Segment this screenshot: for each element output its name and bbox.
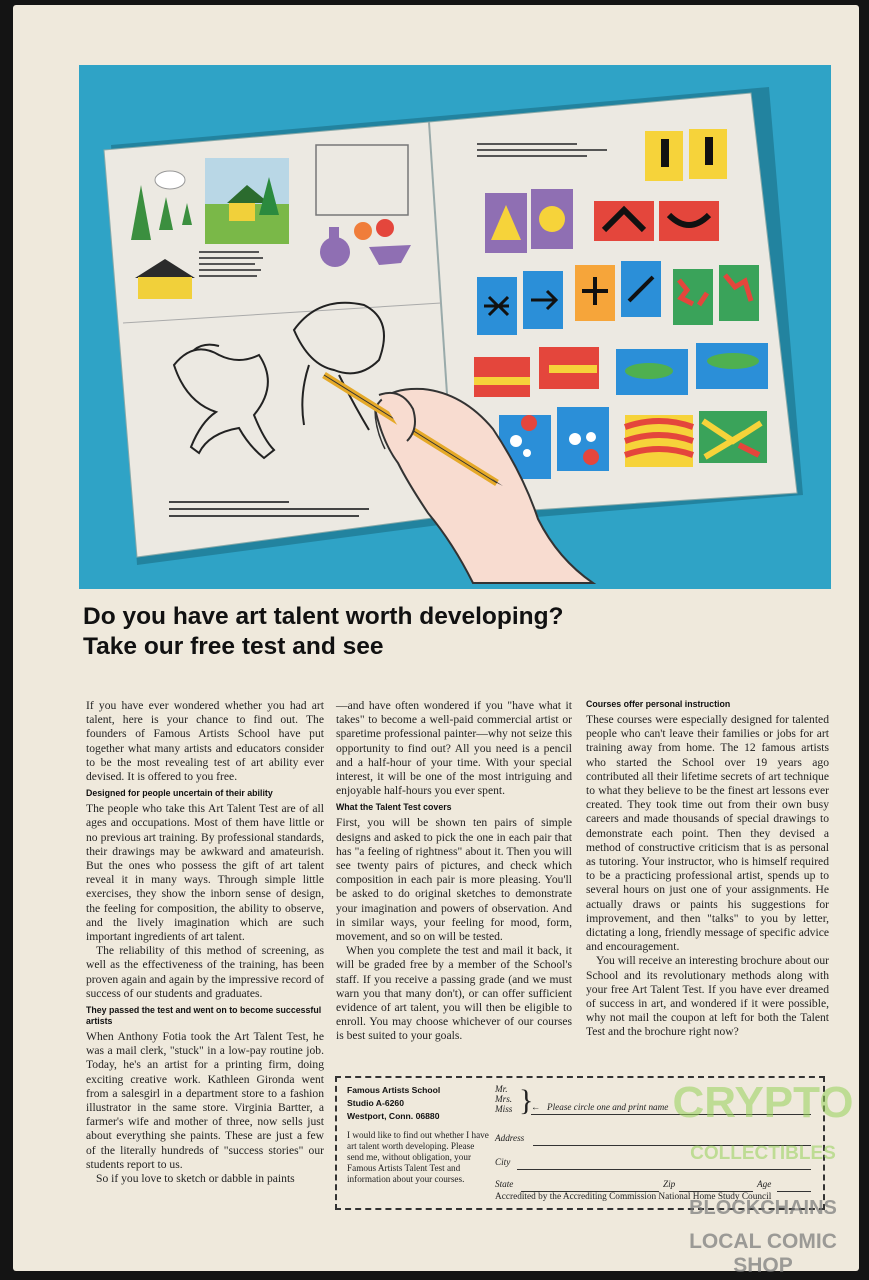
subheading: Courses offer personal instruction [586,699,731,709]
studio-code: Studio A-6260 [347,1098,404,1108]
paragraph: If you have ever wondered whether you had art talent, here is your chance to find out. The founders of Famous Artists School have put together what many artists and educators consider to be the most revealing test of art ability ever devised. It is offered to you free. [86,699,324,784]
headline-line-1: Do you have art talent worth developing? [83,603,564,630]
watermark-line-2: COLLECTIBLES [690,1143,836,1164]
text-column-3 [586,699,829,1040]
headline [83,602,564,662]
subheading: Designed for people uncertain of their ability [86,788,273,799]
shop-watermark [658,1070,868,1275]
paragraph: These courses were especially designed for talented people who can't leave their families or jobs for art training away from home. The 12 famous artists who started the School over 19 years ago contributed all their lifetime secrets of art technique to what they believe to be the finest art lessons ever created. They took time out from their own busy careers and made thousands of special drawings to demonstrate each point. Then they devised a method of constructive criticism that is as personal as tutoring. Your instructor, who is himself required to be a practicing professional artist, spends up to several hours on just one of your assignments. He actually draws or paints his suggestions for improvement, and then "talks" to you by letter, dictating a long, friendly message of specific advice and encouragement. [586,713,829,954]
headline-line-2: Take our free test and see [83,633,384,660]
city-label: City [495,1157,511,1167]
watermark-line-4: LOCAL COMIC SHOP [689,1230,837,1277]
test-booklet-illustration [79,65,831,589]
paragraph: So if you love to sketch or dabble in paints [96,1172,295,1186]
watermark-line-1: CRYPTO [672,1078,854,1127]
paragraph: The reliability of this method of screening, as well as the effectiveness of the training, has been proven again and again by the impressive record of success of our students and graduates. [86,944,324,1000]
name-instruction: Please circle one and print name [547,1102,669,1112]
age-label: Age [757,1179,772,1189]
address-label: Address [495,1133,525,1143]
school-city: Westport, Conn. 06880 [347,1111,440,1121]
booklet-drawing [79,65,831,589]
text-column-2 [336,699,572,1044]
state-label: State [495,1179,514,1189]
paragraph: First, you will be shown ten pairs of simple designs and asked to pick the one in each pair that has "a feeling of rightness" about it. Then you will see twenty pairs of pictures, and check which composition in each pair is more pleasing. You'll be asked to do original sketches to demonstrate your imagination and powers of observation. And in similar ways, your feeling for mood, form, movement, and so on will be tested. [336,816,572,944]
subheading: What the Talent Test covers [336,802,452,813]
subheading: They passed the test and went on to become successful artists [86,1005,322,1027]
accreditation-note: Accredited by the Accrediting Commission National Home Study Council [495,1192,772,1202]
school-name: Famous Artists School [347,1085,441,1095]
brace-icon: } [519,1084,534,1117]
arrow-left-icon: ← [531,1102,541,1112]
title-miss[interactable]: Miss [495,1104,513,1114]
coupon-request-text: I would like to find out whether I have art talent worth developing. Please send me, without obligation, your Famous Artists Talent Test and information about your courses. [347,1130,489,1184]
paragraph: When Anthony Fotia took the Art Talent Test, he was a mail clerk, "stuck" in a low-pay routine job. Today, he's an artist for a printing firm, doing exciting creative work. Kathleen Gironda went from a salesgirl in a department store to a fashion illustrator in the same store. Virginia Bartter, a farmer's wife and mother of three, now sells just about everything she paints. These are just a few of the literally hundreds of "success stories" our students report to us. [86,1030,324,1171]
coupon-address-block [347,1084,492,1185]
zip-label: Zip [663,1179,676,1189]
text-column-1 [86,699,324,1186]
paragraph: You will receive an interesting brochure about our School and its revolutionary methods along with your free Art Talent Test. If you have ever dreamed of success in art, and wondered if it were possible, why not mail the coupon at left for both the Talent Test and the brochure right now? [586,954,829,1039]
watermark-line-3: BLOCKCHAINS [689,1197,837,1219]
paragraph: —and have often wondered if you "have what it takes" to become a well-paid commercial artist or sparetime professional painter—why not seize this opportunity to find out? All you need is a pencil and a half-hour of your time. With your special interest, it will be one of the most intriguing and enjoyable half-hours you ever spent. [336,699,572,798]
title-mrs[interactable]: Mrs. [495,1094,513,1104]
paragraph: When you complete the test and mail it back, it will be graded free by a member of the School's staff. If you receive a passing grade (and we must warn you that many don't), or can offer sufficient evidence of art talent, you will then be eligible to enroll. You may choose whichever of our courses is best suited to your goals. [336,944,572,1043]
paragraph: The people who take this Art Talent Test are of all ages and occupations. Most of them have little or no previous art training. By professional standards, their drawings may be awkward and amateurish. But the ones who possess the gift of art talent reveal it in many ways. Through simple little exercises, they show the inborn sense of design, the feeling for composition, the ability to observe, and the lively imagination which are such important ingredients of art talent. [86,802,324,944]
title-mr[interactable]: Mr. [495,1084,508,1094]
